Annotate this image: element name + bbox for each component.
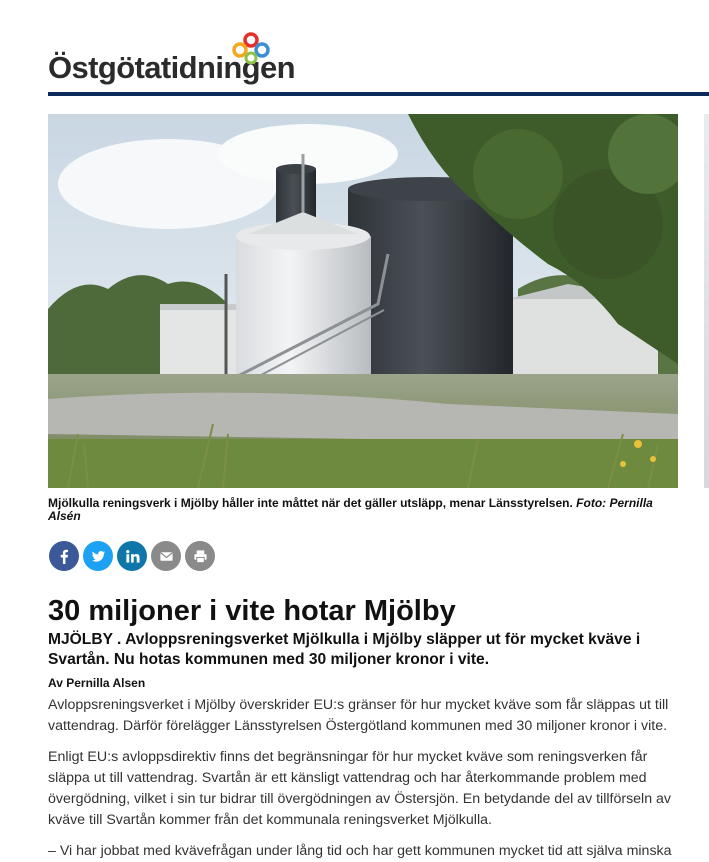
reningsverk-tanks-photo — [48, 114, 678, 488]
article-byline: Av Pernilla Alsen — [48, 676, 146, 690]
masthead-logo[interactable] — [48, 32, 295, 90]
photo-credit: Foto: Pernilla Alsén — [48, 496, 653, 523]
linkedin-icon — [125, 549, 140, 564]
colored-rings-icon — [226, 32, 276, 68]
adjacent-image-edge — [704, 114, 709, 488]
masthead-title: Östgötatidningen — [48, 50, 295, 85]
article-lead: MJÖLBY . Avloppsreningsverket Mjölkulla i Mjölby släpper ut för mycket kväve i Svartån. Nu hotas kommunen med 30 miljoner kronor i vite. — [48, 631, 641, 668]
facebook-icon — [57, 549, 72, 564]
twitter-share-button[interactable] — [83, 541, 113, 571]
caption-text: Mjölkulla reningsverk i Mjölby håller inte måttet när det gäller utsläpp, menar Länsstyrelsen. — [48, 496, 577, 510]
email-icon — [159, 549, 174, 564]
article-paragraph: Avloppsreningsverket i Mjölby överskrider EU:s gränser för hur mycket kväve som får släppas ut till vattendrag. Därför förelägger Länsstyrelsen Östergötland kommunen med 30 miljoner kronor i vite. — [48, 697, 669, 734]
print-icon — [193, 549, 208, 564]
hero-photo[interactable] — [48, 114, 678, 488]
linkedin-share-button[interactable] — [117, 541, 147, 571]
email-share-button[interactable] — [151, 541, 181, 571]
article-paragraph: Enligt EU:s avloppsdirektiv finns det begränsningar för hur mycket kväve som reningsverken får släppa ut till vattendrag. Svartån är ett känsligt vattendrag och har återkommande problem med övergödning, vilket i sin tur bidrar till övergödningen av Östersjön. En betydande del av tillförseln av kväve till Svartån kommer från det kommunala reningsverket Mjölkulla. — [48, 749, 672, 828]
facebook-share-button[interactable] — [49, 541, 79, 571]
article-paragraph: – Vi har jobbat med kvävefrågan under lång tid och har gett kommunen mycket tid att själva minska — [48, 843, 672, 859]
twitter-icon — [91, 549, 106, 564]
masthead-rule — [48, 92, 709, 96]
print-button[interactable] — [185, 541, 215, 571]
article-headline: 30 miljoner i vite hotar Mjölby — [48, 595, 456, 627]
photo-caption — [48, 497, 668, 523]
